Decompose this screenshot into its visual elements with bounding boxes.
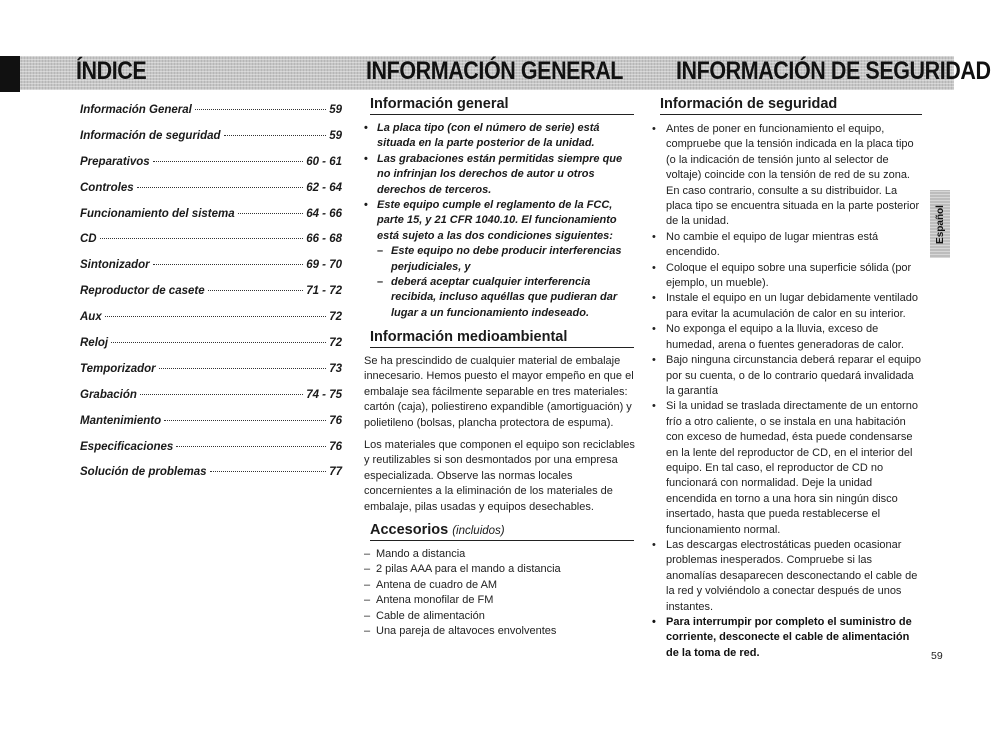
list-item: – Mando a distancia: [364, 547, 626, 562]
toc-pages: 73: [329, 362, 342, 375]
toc-title: Especificaciones: [80, 440, 174, 453]
accessories-list: [364, 547, 626, 639]
title-indice: ÍNDICE: [76, 57, 147, 85]
toc-leader-dots: [111, 342, 326, 343]
list-item: • Si la unidad se traslada directamente de un entorno frío a otro caliente, o se instala en una habitación con exceso de humedad, ésta puede condensarse en la lente del reproductor de CD, en el interior del equipo. En tal caso, el reproductor de CD no funcionará con normalidad. Deje la unidad encendida en torno a una hora sin ningún disco insertado, hasta que pueda restablecerse el funcionamiento normal.: [652, 399, 922, 538]
toc-title: Solución de problemas: [80, 466, 207, 479]
toc-leader-dots: [224, 135, 327, 136]
toc-row: [80, 389, 342, 415]
toc-title: Preparativos: [80, 155, 150, 168]
toc-title: Controles: [80, 181, 134, 194]
title-informacion-seguridad: INFORMACIÓN DE SEGURIDAD: [676, 57, 991, 85]
list-item: • Las descargas electrostáticas pueden ocasionar problemas inesperados. Compruebe si las anomalías desaparecen desconectando el cable de la red y volviéndolo a conectar después de unos instantes.: [652, 538, 922, 615]
list-item: • Coloque el equipo sobre una superficie sólida (por ejemplo, un mueble).: [652, 261, 922, 292]
toc-title: CD: [80, 233, 97, 246]
toc-pages: 69 - 70: [306, 259, 342, 272]
toc-row: [80, 182, 342, 208]
title-informacion-general: INFORMACIÓN GENERAL: [366, 57, 623, 85]
toc-leader-dots: [153, 161, 304, 162]
toc-pages: 66 - 68: [306, 233, 342, 246]
toc-title: Aux: [80, 311, 102, 324]
language-tab: [930, 190, 950, 258]
heading-informacion-general: Información general: [370, 96, 634, 115]
toc-row: [80, 130, 342, 156]
toc-pages: 76: [329, 414, 342, 427]
accesorios-title: Accesorios: [370, 522, 449, 538]
toc-row: [80, 415, 342, 441]
list-item: • Para interrumpir por completo el suministro de corriente, desconecte el cable de alimentación de la toma de red.: [652, 615, 922, 661]
toc-pages: 59: [329, 104, 342, 116]
toc-leader-dots: [105, 316, 326, 317]
toc-leader-dots: [238, 213, 304, 214]
toc-row: [80, 104, 342, 130]
toc-title: Información de seguridad: [80, 129, 221, 142]
list-item: • La placa tipo (con el número de serie) está situada en la parte posterior de la unidad.: [364, 121, 626, 152]
heading-accesorios: [370, 522, 634, 541]
environment-paragraph-2: Los materiales que componen el equipo son reciclables y reutilizables si son desmontados por una empresa especializada. Observe las normas locales concernientes a la eliminación de los materiales de embalaje, pilas usadas y equipos desechables.: [364, 439, 635, 513]
list-item: – Cable de alimentación: [364, 609, 626, 624]
toc-leader-dots: [100, 238, 304, 239]
toc-row: [80, 208, 342, 234]
toc-pages: 60 - 61: [306, 155, 342, 168]
list-item: • Bajo ninguna circunstancia deberá reparar el equipo por su cuenta, o de lo contrario quedará invalidada la garantía: [652, 353, 922, 399]
toc-leader-dots: [140, 394, 303, 395]
toc-pages: 76: [329, 440, 342, 453]
toc-pages: 74 - 75: [306, 388, 342, 401]
toc-pages: 72: [329, 337, 342, 350]
toc-leader-dots: [164, 420, 326, 421]
toc-row: [80, 337, 342, 363]
list-item: – Antena monofilar de FM: [364, 593, 626, 608]
toc-pages: 72: [329, 311, 342, 324]
toc-title: Grabación: [80, 388, 137, 401]
list-item-text: Este equipo cumple el reglamento de la FCC, parte 15, y 21 CFR 1040.10. El funcionamiento está sujeto a las dos condiciones siguientes:: [377, 199, 617, 242]
banner-marker: [0, 56, 20, 92]
toc-title: Temporizador: [80, 362, 156, 375]
toc-title: Reloj: [80, 337, 109, 350]
list-item: • Antes de poner en funcionamiento el equipo, compruebe que la tensión indicada en la placa tipo (o la indicación de tensión junto al selector de voltaje) coincide con la tensión de red de su zona. En caso contrario, consulte a su distribuidor. La placa tipo se encuentra situada en la parte posterior de la unidad.: [652, 122, 922, 230]
toc-pages: 64 - 66: [306, 207, 342, 220]
toc-leader-dots: [210, 471, 327, 472]
toc-row: [80, 285, 342, 311]
toc-leader-dots: [159, 368, 327, 369]
fcc-conditions-list: [377, 244, 626, 321]
list-item: – Una pareja de altavoces envolventes: [364, 624, 626, 639]
toc-leader-dots: [137, 187, 304, 188]
list-item: • No cambie el equipo de lugar mientras está encendido.: [652, 230, 922, 261]
toc-leader-dots: [176, 446, 326, 447]
toc-title: Sintonizador: [80, 259, 150, 272]
page-number: 59: [931, 650, 943, 662]
toc-title: Mantenimiento: [80, 414, 162, 427]
toc-title: Información General: [80, 104, 192, 116]
toc-pages: 59: [329, 129, 342, 142]
heading-informacion-medioambiental: Información medioambiental: [370, 329, 634, 348]
toc-row: [80, 363, 342, 389]
toc-row: [80, 466, 342, 492]
list-item: – Antena de cuadro de AM: [364, 578, 626, 593]
toc-row: [80, 441, 342, 467]
toc-row: [80, 233, 342, 259]
toc-pages: 62 - 64: [306, 181, 342, 194]
toc-leader-dots: [195, 109, 326, 110]
toc-pages: 77: [329, 466, 342, 479]
toc-row: [80, 259, 342, 285]
general-info-list: [364, 121, 626, 321]
list-item: • Instale el equipo en un lugar debidamente ventilado para evitar la acumulación de calor en su interior.: [652, 291, 922, 322]
heading-informacion-seguridad: Información de seguridad: [660, 96, 922, 115]
toc-leader-dots: [153, 264, 304, 265]
toc-row: [80, 311, 342, 337]
accesorios-subtitle: (incluidos): [452, 525, 505, 537]
list-item: – deberá aceptar cualquier interferencia recibida, incluso aquéllas que pudieran dar lugar a un funcionamiento indeseado.: [377, 275, 626, 321]
language-tab-label: Español: [934, 204, 946, 244]
toc-pages: 71 - 72: [306, 285, 342, 298]
toc-title: Funcionamiento del sistema: [80, 207, 235, 220]
list-item: – Este equipo no debe producir interferencias perjudiciales, y: [377, 244, 626, 275]
list-item: [364, 198, 626, 321]
list-item: • No exponga el equipo a la lluvia, exceso de humedad, arena o fuentes generadoras de calor.: [652, 322, 922, 353]
table-of-contents: [80, 104, 342, 492]
toc-leader-dots: [208, 290, 304, 291]
toc-title: Reproductor de casete: [80, 285, 205, 298]
toc-row: [80, 156, 342, 182]
safety-list: [652, 122, 922, 661]
environment-paragraph-1: Se ha prescindido de cualquier material de embalaje innecesario. Hemos puesto el mayor empeño en que el embalaje sea fácilmente separable en tres materiales: cartón (caja), poliestireno expandible (amortiguación) y polietileno (bolsas, plancha protectora de espuma).: [364, 355, 634, 429]
list-item: • Las grabaciones están permitidas siempre que no infrinjan los derechos de autor u otros derechos de terceros.: [364, 152, 626, 198]
list-item: – 2 pilas AAA para el mando a distancia: [364, 562, 626, 577]
